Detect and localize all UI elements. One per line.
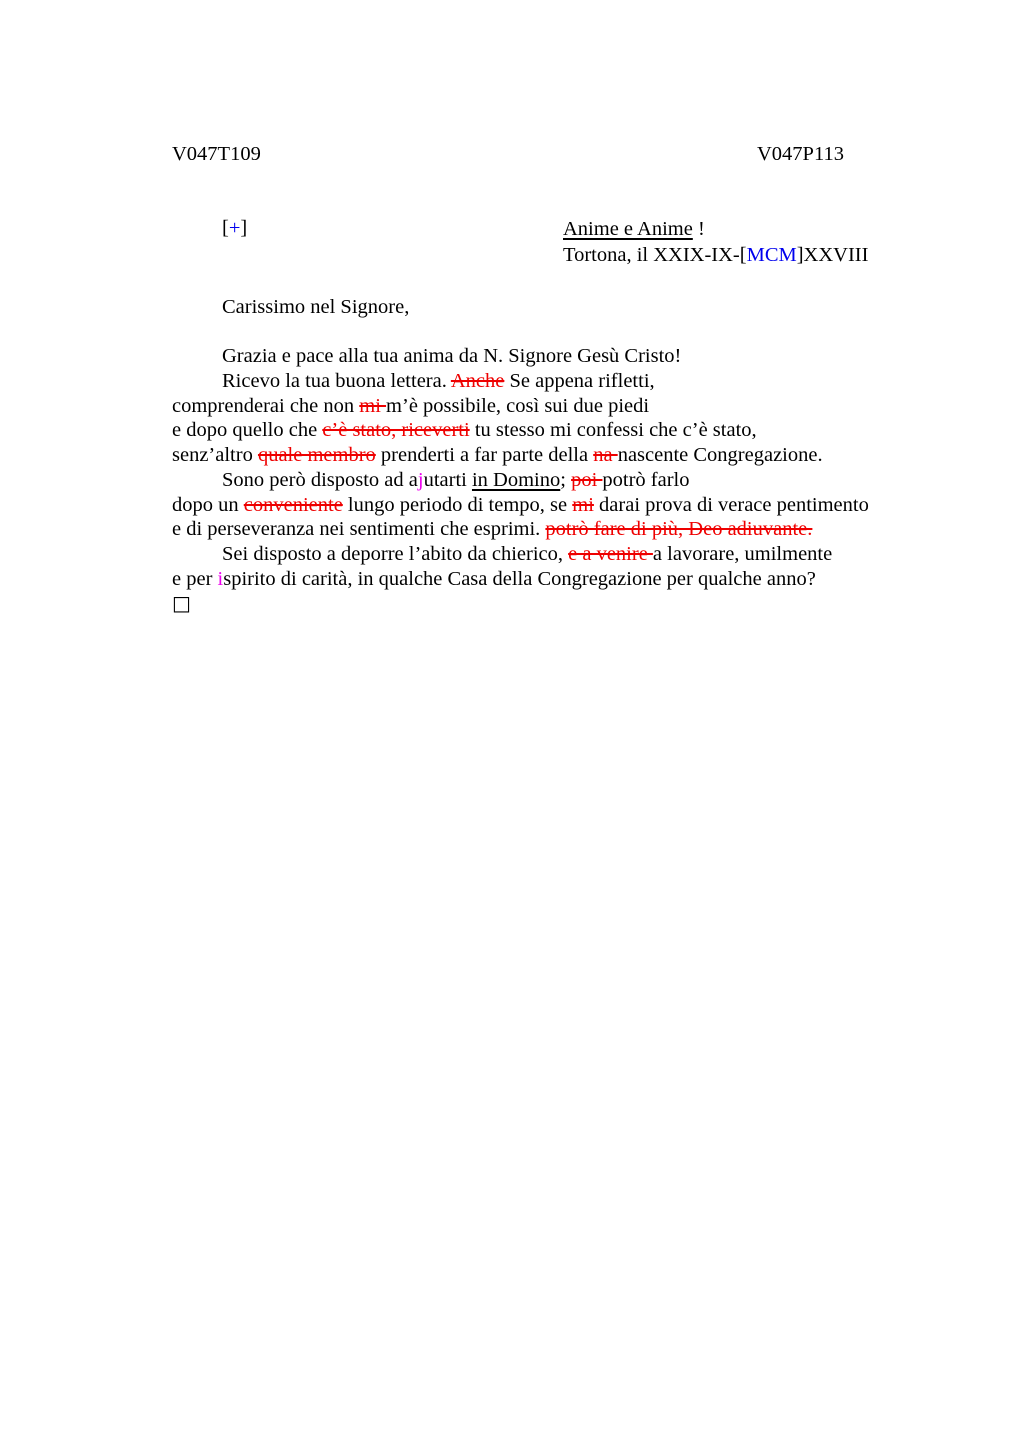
edited-letter: j <box>417 468 424 491</box>
text-run: comprenderai che non <box>172 394 360 417</box>
edited-letter: + <box>228 217 241 239</box>
salutation-line <box>563 217 868 243</box>
text-run: ! <box>692 218 705 240</box>
letter-line <box>172 443 932 468</box>
edited-letter: MCM <box>746 243 797 266</box>
deleted-text: potrò fare di più, Deo adiuvante. <box>545 518 813 541</box>
letter-body <box>172 295 932 616</box>
letter-line <box>172 493 932 518</box>
letter-line <box>172 369 932 394</box>
text-run: Ricevo la tua buona lettera. <box>222 370 451 393</box>
deleted-text: Anche <box>450 370 505 393</box>
text-run: [ <box>222 217 229 239</box>
letter-line <box>172 468 932 493</box>
edited-letter: i <box>217 567 224 590</box>
text-run: ]XXVIII <box>796 243 869 266</box>
letter-line <box>172 591 932 616</box>
text-run: Carissimo nel Signore, <box>222 296 410 318</box>
dateline <box>563 243 868 269</box>
blank-line <box>172 320 932 345</box>
text-run: Tortona, il XXIX-IX-[ <box>563 243 747 266</box>
text-run: a lavorare, umilmente <box>652 542 833 565</box>
document-code-right: V047P113 <box>757 143 844 165</box>
text-run: e per <box>172 567 218 590</box>
letter-line <box>172 542 932 567</box>
letter-line <box>172 295 932 320</box>
deleted-text: conveniente <box>243 493 343 516</box>
text-run: e dopo quello che <box>172 419 323 442</box>
text-run: darai prova di verace pentimento <box>593 493 869 516</box>
letter-line <box>172 344 932 369</box>
placeholder-square: □ <box>172 591 191 616</box>
text-run: m’è possibile, così sui due piedi <box>386 394 650 417</box>
text-run: lungo periodo di tempo, se <box>342 493 573 516</box>
underlined-text: in Domino <box>471 468 561 491</box>
cross-mark <box>222 217 247 240</box>
deleted-text: e a venire <box>568 542 653 565</box>
deleted-text: na <box>593 444 618 467</box>
text-run: utarti <box>423 468 472 491</box>
text-run: Sei disposto a deporre l’abito da chierico, <box>222 542 569 565</box>
deleted-text: c’è stato, riceverti <box>322 419 470 442</box>
text-run: tu stesso mi confessi che c’è stato, <box>469 419 757 442</box>
deleted-text: quale membro <box>257 444 376 467</box>
underlined-text: Anime e Anime <box>563 218 693 240</box>
letter-line <box>172 394 932 419</box>
letter-line <box>172 418 932 443</box>
letter-line <box>172 517 932 542</box>
letter-line <box>172 567 932 592</box>
deleted-text: mi <box>359 394 387 417</box>
document-code-left: V047T109 <box>172 143 261 165</box>
deleted-text: poi <box>571 468 603 491</box>
text-run: e di perseveranza nei sentimenti che esprimi. <box>172 518 546 541</box>
text-run: Grazia e pace alla tua anima da N. Signore Gesù Cristo! <box>222 345 682 368</box>
text-run: Se appena rifletti, <box>504 370 655 393</box>
text-run: ; <box>560 468 572 491</box>
text-run: spirito di carità, in qualche Casa della Congregazione per qualche anno? <box>223 567 816 590</box>
text-run: nascente Congregazione. <box>617 444 823 467</box>
letter-heading-block <box>563 217 868 268</box>
text-run: dopo un <box>172 493 244 516</box>
text-run: ] <box>240 217 248 239</box>
deleted-text: mi <box>572 493 594 516</box>
text-run: Sono però disposto ad a <box>222 468 418 491</box>
text-run: prenderti a far parte della <box>375 444 594 467</box>
text-run: senz’altro <box>172 444 258 467</box>
text-run: potrò farlo <box>602 468 690 491</box>
